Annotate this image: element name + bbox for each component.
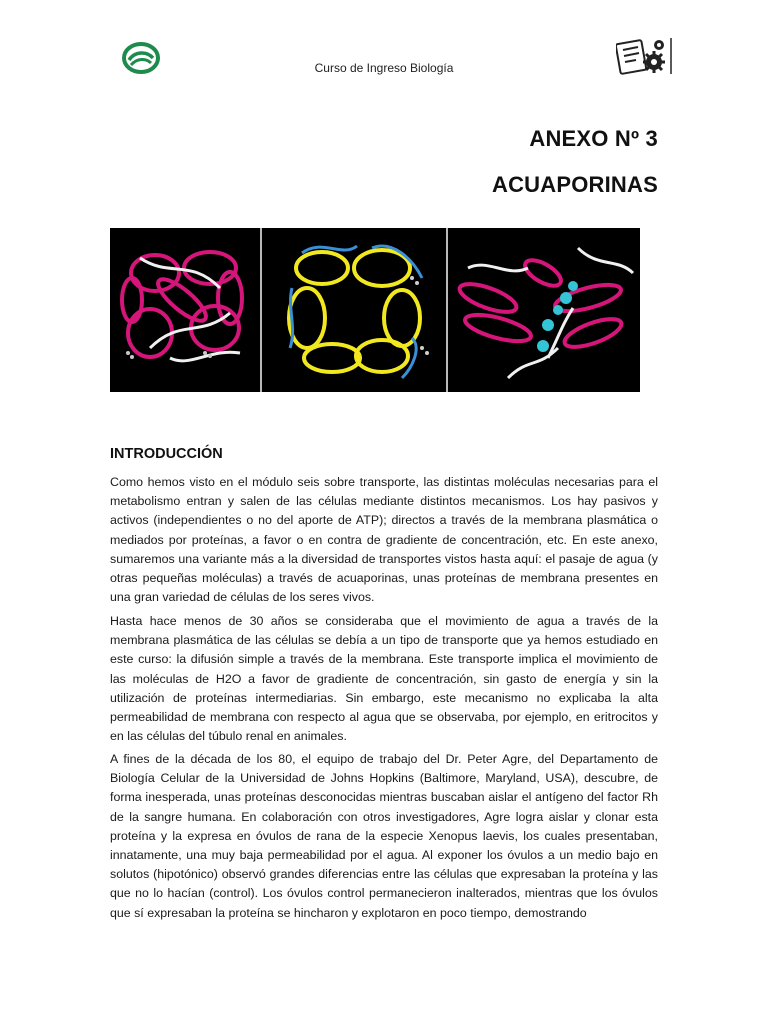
paragraph-1: Como hemos visto en el módulo seis sobre transporte, las distintas moléculas necesarias para el metabolismo entran y salen de las células mediante distintos mecanismos. Los hay pasivos y activos (independientes o no del aporte de ATP); directos a través de la membrana plasmática o mediados por proteínas, a favor o en contra de gradiente de concentración, etc. En este anexo, sumaremos una variante más a la diversidad de transportes vistos hasta aquí: el pasaje de agua (y otras pequeñas moléculas) a través de acuaporinas, unas proteínas de membrana presentes en una gran variedad de células de los seres vivos. [110,475,658,605]
paragraph-3: A fines de la década de los 80, el equipo de trabajo del Dr. Peter Agre, del Departamento de Biología Celular de la Universidad de Johns Hopkins (Baltimore, Maryland, USA), descubre, de forma inesperada, unas proteínas desconocidas mientras buscaban aislar el antígeno del factor Rh de la sangre humana. En colaboración con otros investigadores, Agre logra aislar y clonar esta proteína y la expresa en óvulos de rana de la especie Xenopus laevis, los cuales presentaban, innatamente, una muy baja permeabilidad por el agua. Al exponer los óvulos a un medio bajo en solutos (hipotónico) observó grandes diferencias entre las células que expresaban la proteína y las que no lo hacían (control). Los óvulos control permanecieron inalterados, mientras que los óvulos que sí expresaban la proteína se hincharon y explotaron en poco tiempo, demostrando [110,752,658,920]
aquaporin-structure-magenta [110,228,260,392]
aquaporin-figure [110,228,640,392]
header-course-title: Curso de Ingreso Biología [314,61,454,75]
aquaporin-structure-yellow [260,228,446,392]
annex-title: ANEXO Nº 3 [529,126,658,151]
paragraph-2: Hasta hace menos de 30 años se consideraba que el movimiento de agua a través de la membrana plasmática de las células se debía a un tipo de transporte que ya hemos estudiado en este curso: la difusión simple a través de la membrana. Este transporte implica el movimiento de las moléculas de H2O a favor de gradiente de concentración, sin gasto de energía y sin la utilización de proteínas intermediarias. Sin embargo, este mecanismo no explicaba la alta permeabilidad de membrana con respecto al agua que se observaba, por ejemplo, en eritrocitos y en las células del túbulo renal en animales. [110,614,658,744]
section-heading-introduccion: INTRODUCCIÓN [110,446,223,462]
annex-subtitle: ACUAPORINAS [492,172,658,197]
aquaporin-channel-water [446,228,640,392]
document-gears-icon [616,36,674,76]
